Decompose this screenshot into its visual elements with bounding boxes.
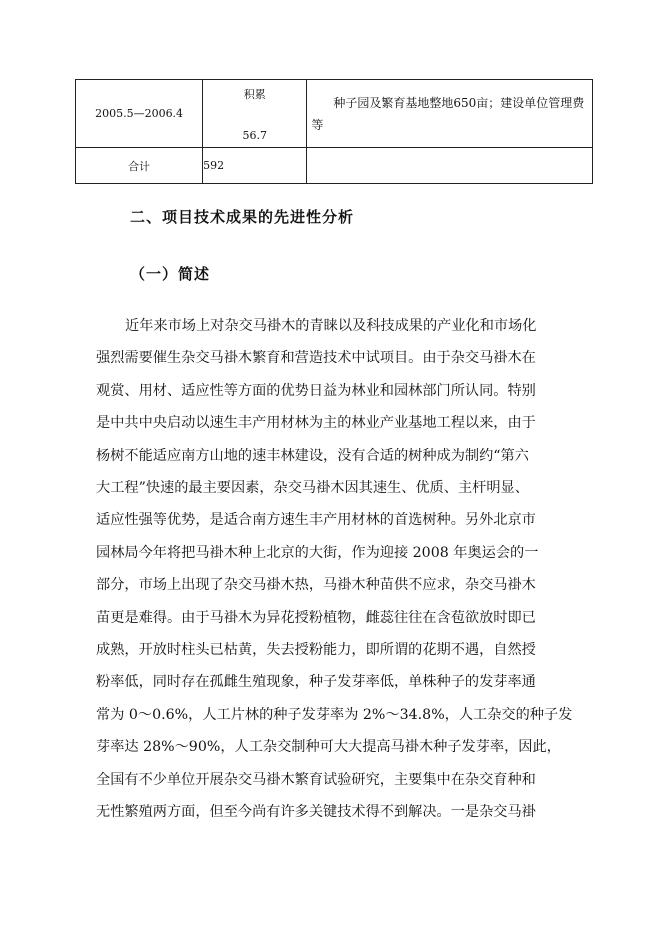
table-row — [76, 80, 593, 148]
paragraph-line: 苗更是难得。由于马褂木为异花授粉植物，雌蕊往往在含苞欲放时即已 — [96, 609, 536, 626]
paragraph-line: 是中共中央启动以速生丰产用材林为主的林业产业基地工程以来，由于 — [96, 415, 536, 432]
paragraph-line: 园林局今年将把马褂木种上北京的大街，作为迎接 2008 年奥运会的一 — [96, 544, 539, 561]
paragraph-line: 部分，市场上出现了杂交马褂木热，马褂木种苗供不应求，杂交马褂木 — [96, 577, 536, 594]
empty-cell — [307, 148, 593, 184]
paragraph-line: 全国有不少单位开展杂交马褂木繁育试验研究，主要集中在杂交育种和 — [96, 771, 536, 788]
total-label: 合计 — [76, 148, 203, 184]
paragraph-line: 杨树不能适应南方山地的速丰林建设，没有合适的树种成为制约“第六 — [96, 447, 529, 464]
paragraph-line: 无性繁殖两方面，但至今尚有许多关键技术得不到解决。一是杂交马褂 — [96, 804, 536, 821]
paragraph-line: 常为 0～0.6%，人工片林的种子发芽率为 2%～34.8%，人工杂交的种子发 — [96, 706, 573, 723]
subsection-heading: （一）简述 — [130, 265, 211, 283]
paragraph-line: 观赏、用材、适应性等方面的优势日益为林业和园林部门所认同。特别 — [96, 382, 536, 399]
cumulative-label: 积累 — [243, 87, 266, 101]
body-paragraph — [96, 310, 580, 829]
section-heading: 二、项目技术成果的先进性分析 — [130, 208, 355, 226]
paragraph-line: 近年来市场上对杂交马褂木的青睐以及科技成果的产业化和市场化 — [125, 318, 537, 334]
paragraph-line: 大工程”快速的最主要因素，杂交马褂木因其速生、优质、主杆明显、 — [96, 480, 529, 497]
budget-table — [75, 79, 593, 184]
total-amount: 592 — [203, 148, 307, 184]
paragraph-line: 粉率低，同时存在孤雌生殖现象，种子发芽率低，单株种子的发芽率通 — [96, 674, 536, 691]
paragraph-line: 成熟，开放时柱头已枯黄，失去授粉能力，即所谓的花期不遇，自然授 — [96, 642, 536, 659]
cumulative-amount: 56.7 — [242, 128, 267, 142]
content-text: 种子园及繁育基地整地650亩；建设单位管理费等 — [311, 95, 585, 132]
paragraph-line: 适应性强等优势，是适合南方速生丰产用材林的首选树种。另外北京市 — [96, 512, 536, 529]
table-row-total — [76, 148, 593, 184]
paragraph-line: 芽率达 28%～90%，人工杂交制种可大大提高马褂木种子发芽率，因此， — [96, 739, 561, 756]
paragraph-line: 强烈需要催生杂交马褂木繁育和营造技术中试项目。由于杂交马褂木在 — [96, 350, 536, 367]
content-cell — [307, 80, 593, 148]
period-cell: 2005.5—2006.4 — [76, 80, 203, 148]
amount-cell — [203, 80, 307, 148]
